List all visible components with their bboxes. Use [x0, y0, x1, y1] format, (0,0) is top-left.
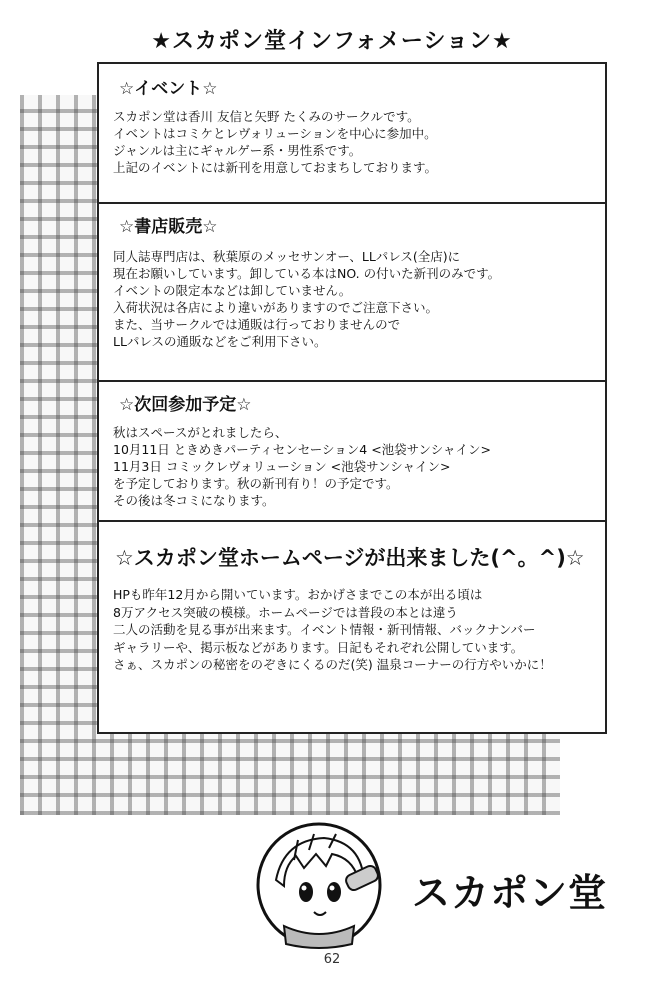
section-title: ☆スカポン堂ホームページが出来ました(^。^)☆ — [115, 546, 585, 570]
section-homepage — [99, 520, 605, 732]
section-next-events — [99, 380, 605, 522]
section-title: ☆書店販売☆ — [119, 217, 218, 237]
section-title: ☆次回参加予定☆ — [119, 395, 252, 415]
info-frame — [97, 62, 607, 734]
page-title: ★スカポン堂インフォメーション★ — [151, 29, 513, 54]
section-bookstore — [99, 202, 605, 382]
page-number: 62 — [323, 952, 341, 967]
section-event — [99, 64, 605, 204]
section-title: ☆イベント☆ — [119, 79, 218, 99]
section-body: スカポン堂は香川 友信と矢野 たくみのサークルです。 イベントはコミケとレヴォリューションを中心に参加中。 ジャンルは主にギャルゲー系・男性系です。 上記のイベントには新刊を用意しておまちしております。 — [113, 109, 438, 175]
circle-logo-text: スカポン堂 — [412, 871, 608, 915]
section-body: 秋はスペースがとれましたら、 10月11日 ときめきパーティセンセーション4 <池袋サンシャイン> 11月3日 コミックレヴォリューション <池袋サンシャイン> を予定しております。秋の新刊有り！の予定です。 その後は冬コミになります。 — [113, 425, 491, 508]
section-body: HPも昨年12月から開いています。おかげさまでこの本が出る頃は 8万アクセス突破の模様。ホームページでは普段の本とは違う 二人の活動を見る事が出来ます。イベント情報・新刊情報、バックナンバー ギャラリーや、掲示板などがあります。日記もそれぞれ公開しています。 さぁ、スカポンの秘密をのぞきにくるのだ(笑) 温泉コーナーの行方やいかに！ — [113, 587, 552, 672]
section-body: 同人誌専門店は、秋葉原のメッセサンオー、LLパレス(全店)に 現在お願いしています。卸している本はNO. の付いた新刊のみです。 イベントの限定本などは卸していません。 入荷状況は各店により違いがありますのでご注意下さい。 また、当サークルでは通販は行っておりませんので LLパレスの通販などをご利用下さい。 — [113, 249, 501, 349]
mascot-illustration — [254, 820, 384, 950]
